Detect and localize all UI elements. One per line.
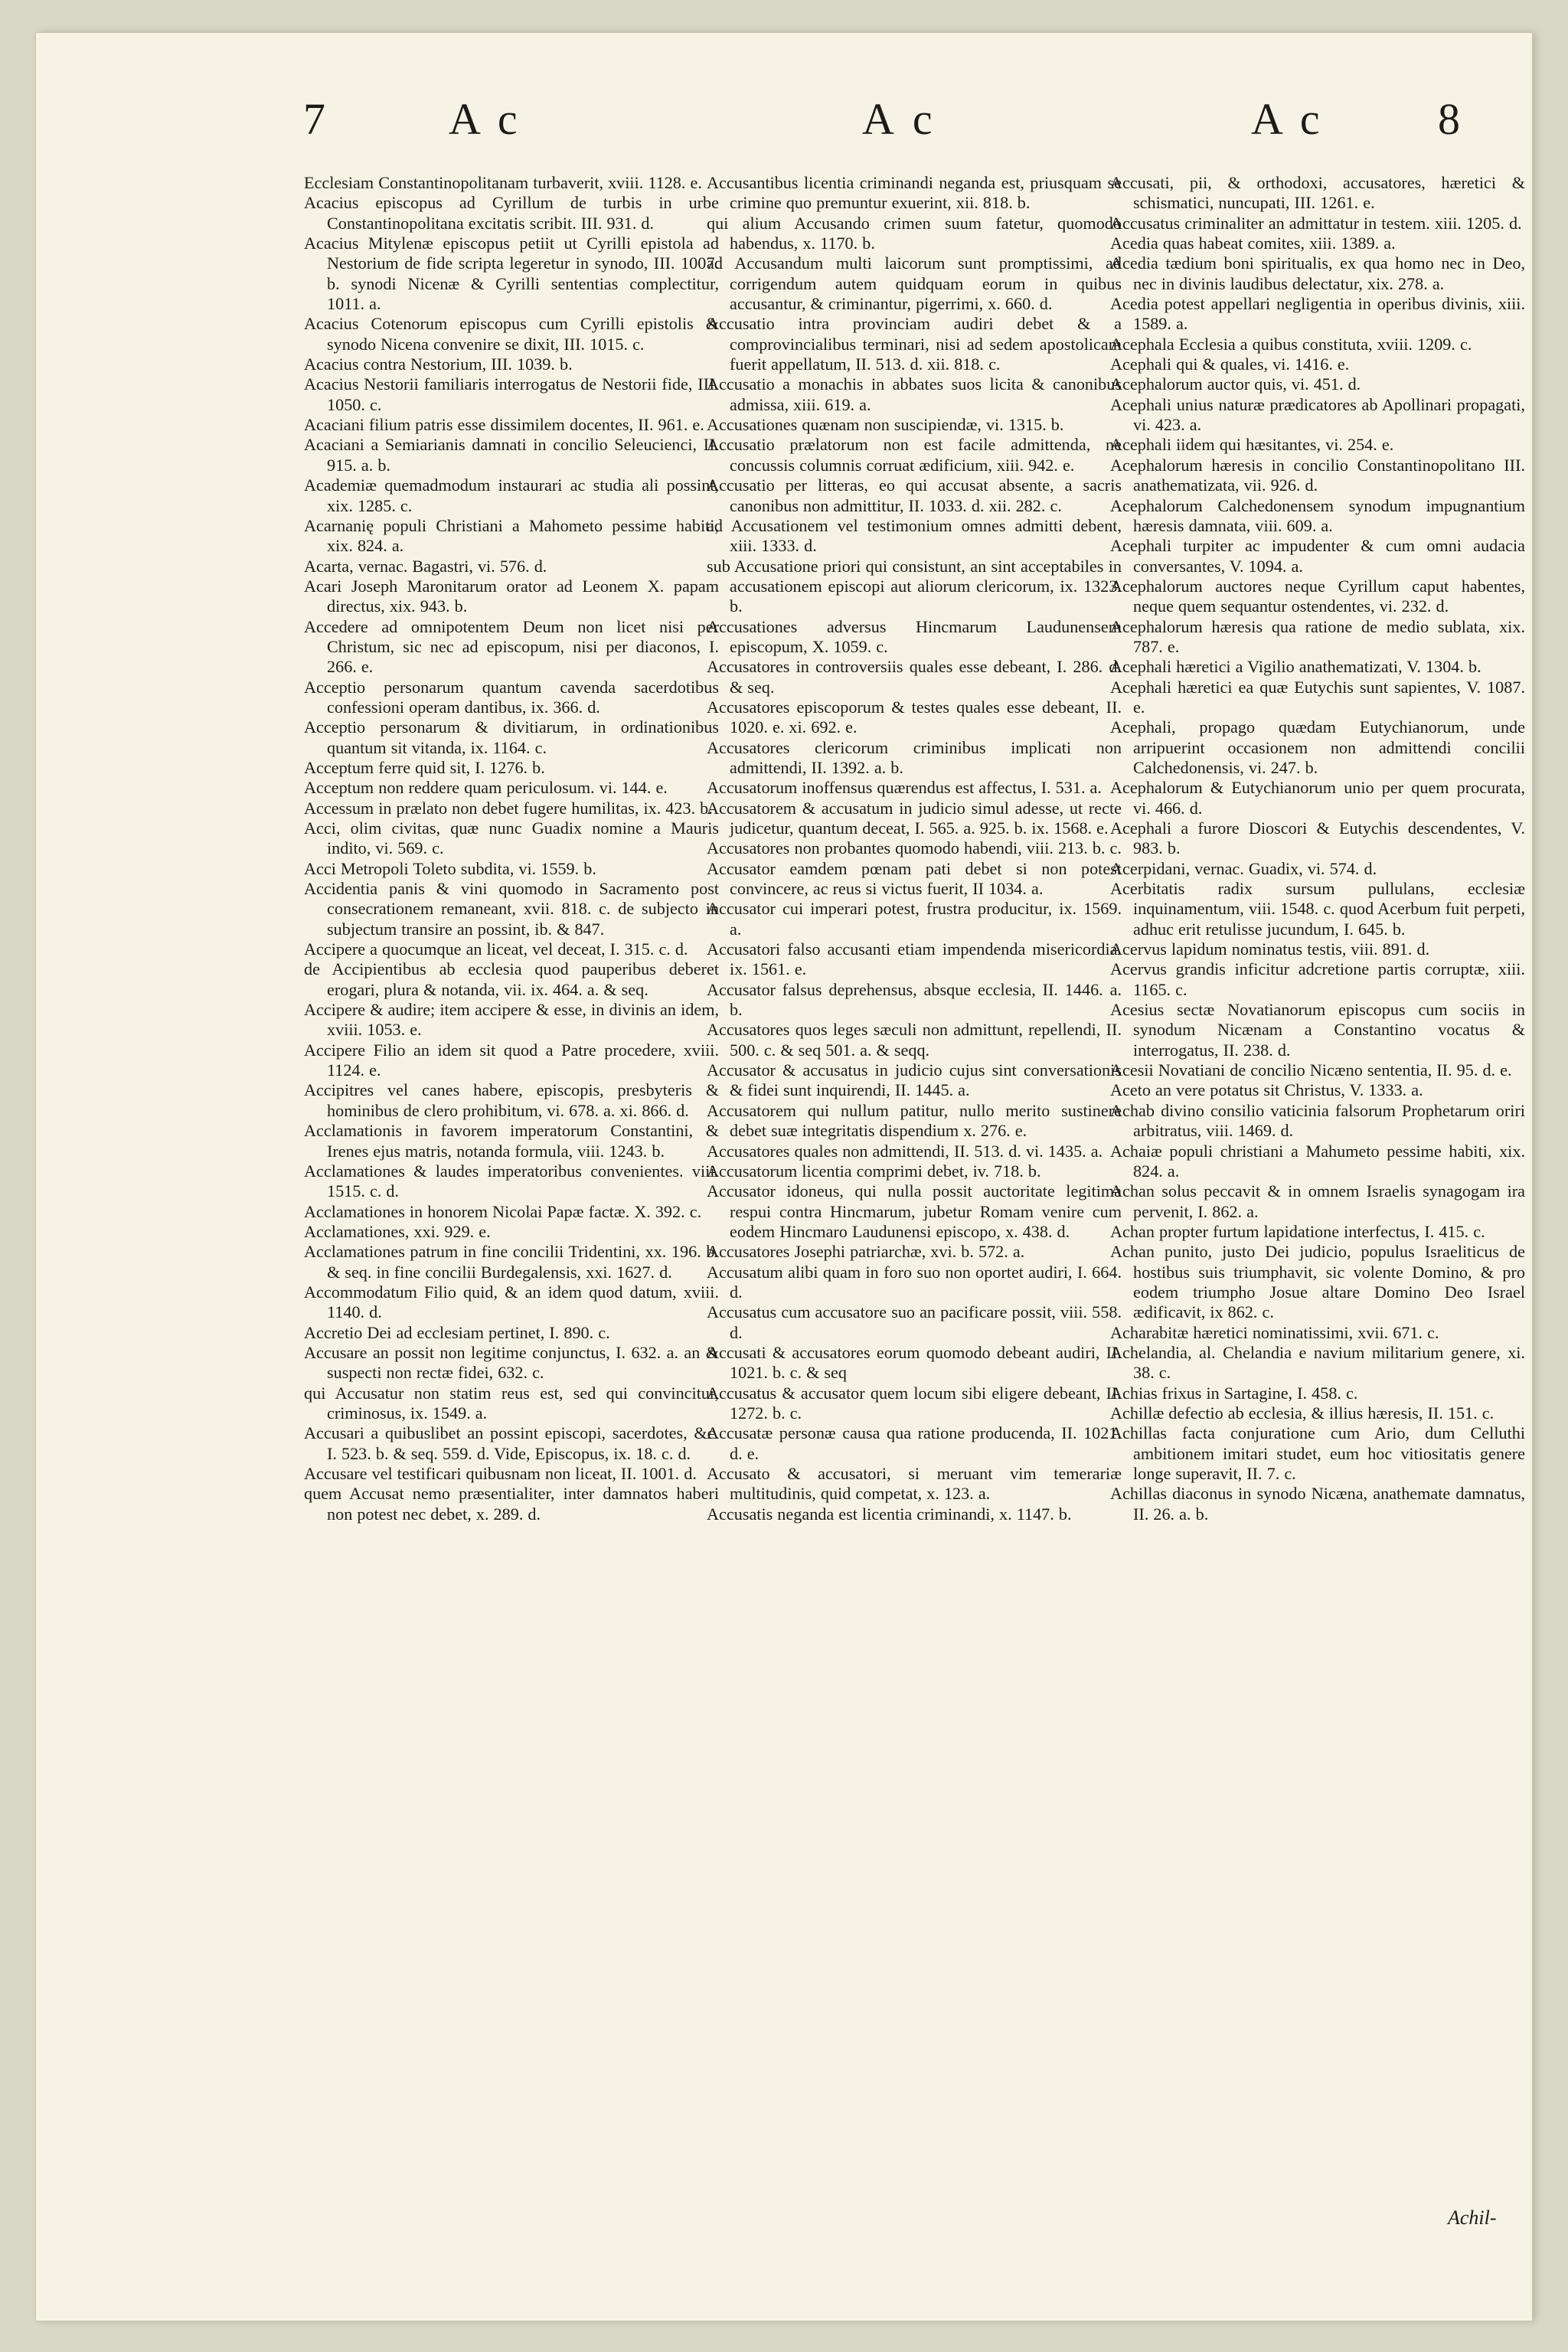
index-entry: Achillæ defectio ab ecclesia, & illius hæresis, II. 151. c. <box>1110 1403 1494 1423</box>
index-entry: Acci, olim civitas, quæ nunc Guadix nomine a Mauris indito, vi. 569. c. <box>304 818 719 858</box>
index-entry: Accusatorem qui nullum patitur, nullo merito sustinere debet suæ integritatis dispendium x. 276. e. <box>707 1100 1122 1141</box>
index-entry: qui Accusatur non statim reus est, sed qui convincitur, criminosus, ix. 1549. a. <box>304 1383 719 1423</box>
index-entry: Acephali hæretici a Vigilio anathematizati, V. 1304. b. <box>1110 657 1481 677</box>
index-entry: Accusator eamdem pœnam pati debet si non potest convincere, ac reus si victus fuerit, II 1034. a. <box>707 858 1122 899</box>
page <box>35 32 1533 2321</box>
index-entry: Acceptio personarum & divitiarum, in ordinationibus quantum sit vitanda, ix. 1164. c. <box>304 717 719 757</box>
index-entry: Achillas facta conjuratione cum Ario, dum Celluthi ambitionem imitari studet, eum hoc vitiositatis genere longe superavit, II. 7. c. <box>1110 1423 1525 1483</box>
index-entry: Acacius Cotenorum episcopus cum Cyrilli epistolis & synodo Nicena convenire se dixit, III. 1015. c. <box>304 314 719 354</box>
index-entry: Accretio Dei ad ecclesiam pertinet, I. 890. c. <box>304 1322 610 1342</box>
index-entry: Aceto an vere potatus sit Christus, V. 1333. a. <box>1110 1080 1423 1100</box>
index-entry: Ecclesiam Constantinopolitanam turbaverit, xviii. 1128. e. <box>304 173 702 192</box>
running-head-middle: Ac <box>862 94 951 144</box>
index-entry: Acceptio personarum quantum cavenda sacerdotibus confessioni operam dantibus, ix. 366. d. <box>304 677 719 717</box>
index-entry: Acceptum ferre quid sit, I. 1276. b. <box>304 757 545 777</box>
index-entry: Accusatorem & accusatum in judicio simul adesse, ut recte judicetur, quantum deceat, I. 565. a. 925. b. ix. 1568. e. <box>707 798 1122 838</box>
index-entry: Accusationes quænam non suscipiendæ, vi. 1315. b. <box>707 415 1064 435</box>
index-entry: Acephali, propago quædam Eutychianorum, unde arripuerint occasionem non admittendi concilii Calchedonensis, vi. 247. b. <box>1110 717 1525 777</box>
index-entry: Accedere ad omnipotentem Deum non licet nisi per Christum, sic nec ad episcopum, nisi per diaconos, I. 266. e. <box>304 616 719 677</box>
index-entry: Acacius Mitylenæ episcopus petiit ut Cyrilli epistola ad Nestorium de fide scripta legeretur in synodo, III. 1007. b. synodi Nicenæ & Cyrilli sententias complectitur, 1011. a. <box>304 234 719 314</box>
index-entry: Accusatorum licentia comprimi debet, iv. 718. b. <box>707 1161 1041 1181</box>
index-entry: Acari Joseph Maronitarum orator ad Leonem X. papam directus, xix. 943. b. <box>304 576 719 616</box>
catchword: Achil- <box>1448 2207 1497 2229</box>
index-entry: Accusatio prælatorum non est facile admittenda, ne concussis columnis corruat ædificium, xiii. 942. e. <box>707 435 1122 475</box>
index-entry: Acclamationis in favorem imperatorum Constantini, & Irenes ejus matris, notanda formula, viii. 1243. b. <box>304 1121 719 1161</box>
index-entry: Achan solus peccavit & in omnem Israelis synagogam ira pervenit, I. 862. a. <box>1110 1181 1525 1221</box>
page-number-right: 8 <box>1438 94 1460 144</box>
index-entry: Acephalorum hæresis in concilio Constantinopolitano III. anathematizata, vii. 926. d. <box>1110 455 1525 495</box>
index-entry: Acci Metropoli Toleto subdita, vi. 1559. b. <box>304 858 596 878</box>
index-entry: Acerbitatis radix sursum pullulans, ecclesiæ inquinamentum, viii. 1548. c. quod Acerbum fuit perpeti, adhuc erit retulisse jucundum, I. 645. b. <box>1110 879 1525 939</box>
index-entry: Acervus grandis inficitur adcretione partis corruptæ, xiii. 1165. c. <box>1110 959 1525 999</box>
index-entry: Accusatæ personæ causa qua ratione producenda, II. 1021. d. e. <box>707 1423 1122 1463</box>
index-entry: Acacius contra Nestorium, III. 1039. b. <box>304 354 573 374</box>
index-entry: Acephali qui & quales, vi. 1416. e. <box>1110 354 1350 374</box>
index-entry: Accusatus & accusator quem locum sibi eligere debeant, II. 1272. b. c. <box>707 1383 1122 1423</box>
index-entry: Achelandia, al. Chelandia e navium militarium genere, xi. 38. c. <box>1110 1342 1525 1383</box>
index-entry: Accusato & accusatori, si meruant vim temerariæ multitudinis, quid competat, x. 123. a. <box>707 1464 1122 1504</box>
index-entry: Acephalorum hæresis qua ratione de medio sublata, xix. 787. e. <box>1110 616 1525 656</box>
index-column-3 <box>1110 173 1525 1524</box>
index-entry: quem Accusat nemo præsentialiter, inter damnatos haberi non potest nec debet, x. 289. d. <box>304 1484 719 1524</box>
index-entry: Acaciani filium patris esse dissimilem docentes, II. 961. e. <box>304 415 704 435</box>
index-entry: Accusator falsus deprehensus, absque ecclesia, II. 1446. a. b. <box>707 979 1122 1020</box>
index-entry: Accusatori falso accusanti etiam impendenda misericordia. ix. 1561. e. <box>707 939 1122 979</box>
index-entry: Acephali a furore Dioscori & Eutychis descendentes, V. 983. b. <box>1110 818 1525 858</box>
index-entry: Accusare vel testificari quibusnam non liceat, II. 1001. d. <box>304 1464 697 1483</box>
running-head-right: Ac <box>1251 94 1337 144</box>
index-entry: Academiæ quemadmodum instaurari ac studia ali possint, xix. 1285. c. <box>304 475 719 515</box>
index-entry: Acephalorum Calchedonensem synodum impugnantium hæresis damnata, viii. 609. a. <box>1110 495 1525 535</box>
index-entry: Accusationes adversus Hincmarum Laudunensem episcopum, X. 1059. c. <box>707 616 1122 656</box>
index-entry: Acesii Novatiani de concilio Nicæno sententia, II. 95. d. e. <box>1110 1060 1512 1080</box>
index-entry: Accusati, pii, & orthodoxi, accusatores, hæretici & schismatici, nuncupati, III. 1261. e. <box>1110 173 1525 213</box>
index-entry: Accusatores non probantes quomodo habendi, viii. 213. b. c. <box>707 838 1122 858</box>
index-entry: ad Accusationem vel testimonium omnes admitti debent, xiii. 1333. d. <box>707 515 1122 556</box>
index-entry: Accusatio intra provinciam audiri debet & a comprovincialibus terminari, nisi ad sedem apostolicam fuerit appellatum, II. 513. d. xii. 818. c. <box>707 314 1122 374</box>
index-entry: Accusatus cum accusatore suo an pacificare possit, viii. 558. d. <box>707 1302 1122 1342</box>
index-entry: Acedia quas habeat comites, xiii. 1389. a. <box>1110 234 1396 253</box>
index-entry: Acephalorum auctores neque Cyrillum caput habentes, neque quem sequantur ostendentes, vi. 232. d. <box>1110 576 1525 616</box>
index-entry: Acarta, vernac. Bagastri, vi. 576. d. <box>304 556 547 576</box>
index-entry: Acervus lapidum nominatus testis, viii. 891. d. <box>1110 939 1430 959</box>
index-entry: Accusantibus licentia criminandi neganda est, priusquam se crimine quo premuntur exuerint, xii. 818. b. <box>707 173 1122 213</box>
index-entry: Acedia potest appellari negligentia in operibus divinis, xiii. 1589. a. <box>1110 294 1525 334</box>
index-entry: Acacius episcopus ad Cyrillum de turbis in urbe Constantinopolitana excitatis scribit. III. 931. d. <box>304 193 719 233</box>
index-entry: Acephali iidem qui hæsitantes, vi. 254. e. <box>1110 435 1394 455</box>
index-entry: Acarnanię populi Christiani a Mahometo pessime habiti, xix. 824. a. <box>304 515 719 556</box>
index-entry: Acclamationes & laudes imperatoribus convenientes. viii. 1515. c. d. <box>304 1161 719 1201</box>
running-header <box>35 89 1533 150</box>
index-entry: sub Accusatione priori qui consistunt, an sint acceptabiles in accusationem episcopi aut aliorum clericorum, ix. 1323. b. <box>707 556 1122 616</box>
index-entry: Accipere Filio an idem sit quod a Patre procedere, xviii. 1124. e. <box>304 1040 719 1080</box>
index-entry: Acerpidani, vernac. Guadix, vi. 574. d. <box>1110 858 1377 878</box>
index-entry: Accusatores in controversiis quales esse debeant, I. 286. d. & seq. <box>707 657 1122 697</box>
index-entry: Acephali turpiter ac impudenter & cum omni audacia conversantes, V. 1094. a. <box>1110 536 1525 576</box>
index-entry: Acephali unius naturæ prædicatores ab Apollinari propagati, vi. 423. a. <box>1110 394 1525 435</box>
index-entry: Achaiæ populi christiani a Mahumeto pessime habiti, xix. 824. a. <box>1110 1141 1525 1181</box>
index-entry: Acclamationes patrum in fine concilii Tridentini, xx. 196. b. & seq. in fine concilii Burdegalensis, xxi. 1627. d. <box>304 1242 719 1282</box>
index-entry: Acclamationes, xxi. 929. e. <box>304 1221 491 1241</box>
index-entry: Acephala Ecclesia a quibus constituta, xviii. 1209. c. <box>1110 334 1472 354</box>
index-column-1 <box>304 173 719 1524</box>
index-entry: Achab divino consilio vaticinia falsorum Prophetarum oriri arbitratus, viii. 1469. d. <box>1110 1100 1525 1141</box>
index-entry: Achias frixus in Sartagine, I. 458. c. <box>1110 1383 1358 1403</box>
index-entry: Accusatorum inoffensus quærendus est affectus, I. 531. a. <box>707 778 1102 798</box>
index-entry: Accusatio a monachis in abbates suos licita & canonibus admissa, xiii. 619. a. <box>707 374 1122 414</box>
index-entry: Accusati & accusatores eorum quomodo debeant audiri, II. 1021. b. c. & seq <box>707 1342 1122 1383</box>
index-entry: Accipere & audire; item accipere & esse, in divinis an idem, xviii. 1053. e. <box>304 1000 719 1040</box>
index-entry: Acephali hæretici ea quæ Eutychis sunt sapientes, V. 1087. e. <box>1110 677 1525 717</box>
index-entry: de Accipientibus ab ecclesia quod pauperibus deberet erogari, plura & notanda, vii. ix. 464. a. & seq. <box>304 959 719 999</box>
index-entry: Accusator & accusatus in judicio cujus sint conversationis & fidei sunt inquirendi, II. 1445. a. <box>707 1060 1122 1100</box>
index-entry: Accusatum alibi quam in foro suo non oportet audiri, I. 664. d. <box>707 1262 1122 1302</box>
index-entry: Accipitres vel canes habere, episcopis, presbyteris & hominibus de clero prohibitum, vi. 678. a. xi. 866. d. <box>304 1080 719 1120</box>
index-entry: Accusatis neganda est licentia criminandi, x. 1147. b. <box>707 1504 1072 1524</box>
index-entry: Accessum in prælato non debet fugere humilitas, ix. 423. b. <box>304 798 713 818</box>
index-entry: Accusatores Josephi patriarchæ, xvi. b. 572. a. <box>707 1242 1025 1262</box>
index-entry: Acephalorum auctor quis, vi. 451. d. <box>1110 374 1361 394</box>
index-entry: Achillas diaconus in synodo Nicæna, anathemate damnatus, II. 26. a. b. <box>1110 1484 1525 1524</box>
index-entry: Acacius Nestorii familiaris interrogatus de Nestorii fide, III. 1050. c. <box>304 374 719 414</box>
index-entry: Accusatores episcoporum & testes quales esse debeant, II. 1020. e. xi. 692. e. <box>707 697 1122 737</box>
index-entry: Accusator cui imperari potest, frustra producitur, ix. 1569. a. <box>707 899 1122 939</box>
running-head-left: Ac <box>449 94 534 144</box>
index-entry: Acaciani a Semiarianis damnati in concilio Seleucienci, II. 915. a. b. <box>304 435 719 475</box>
index-entry: ad Accusandum multi laicorum sunt promptissimi, ad corrigendum autem quidquam eorum in quibus accusantur, & criminantur, pigerrimi, x. 660. d. <box>707 253 1122 314</box>
index-entry: Accusatores quos leges sæculi non admittunt, repellendi, II. 500. c. & seq 501. a. & seqq. <box>707 1020 1122 1060</box>
index-entry: Accusari a quibuslibet an possint episcopi, sacerdotes, &c. I. 523. b. & seq. 559. d. Vide, Episcopus, ix. 18. c. d. <box>304 1423 719 1463</box>
index-entry: Acedia tædium boni spiritualis, ex qua homo nec in Deo, nec in divinis laudibus delectatur, xix. 278. a. <box>1110 253 1525 293</box>
index-column-2 <box>707 173 1122 1524</box>
index-entry: qui alium Accusando crimen suum fatetur, quomodo habendus, x. 1170. b. <box>707 213 1122 253</box>
index-entry: Accusatores clericorum criminibus implicati non admittendi, II. 1392. a. b. <box>707 737 1122 777</box>
index-entry: Accipere a quocumque an liceat, vel deceat, I. 315. c. d. <box>304 939 688 959</box>
index-entry: Accusator idoneus, qui nulla possit auctoritate legitima respui contra Hincmarum, jubetur Romam venire cum eodem Hincmaro Laudunensi episcopo, x. 438. d. <box>707 1181 1122 1241</box>
index-entry: Accidentia panis & vini quomodo in Sacramento post consecrationem remaneant, xvii. 818. c. de subjecto in subjectum transire an possint, ib. & 847. <box>304 879 719 939</box>
index-entry: Acharabitæ hæretici nominatissimi, xvii. 671. c. <box>1110 1322 1439 1342</box>
index-entry: Accusatio per litteras, eo qui accusat absente, a sacris canonibus non admittitur, II. 1033. d. xii. 282. c. <box>707 475 1122 515</box>
index-entry: Acesius sectæ Novatianorum episcopus cum sociis in synodum Nicænam a Constantino vocatus & interrogatus, II. 238. d. <box>1110 1000 1525 1060</box>
index-entry: Accusare an possit non legitime conjunctus, I. 632. a. an & suspecti non rectæ fidei, 632. c. <box>304 1342 719 1383</box>
index-entry: Acclamationes in honorem Nicolai Papæ factæ. X. 392. c. <box>304 1201 702 1221</box>
index-entry: Accusatus criminaliter an admittatur in testem. xiii. 1205. d. <box>1110 213 1522 233</box>
index-entry: Accusatores quales non admittendi, II. 513. d. vi. 1435. a. <box>707 1141 1103 1161</box>
index-entry: Achan propter furtum lapidatione interfectus, I. 415. c. <box>1110 1221 1485 1241</box>
page-number-left: 7 <box>303 94 325 144</box>
index-entry: Acephalorum & Eutychianorum unio per quem procurata, vi. 466. d. <box>1110 778 1525 818</box>
index-entry: Achan punito, justo Dei judicio, populus Israeliticus de hostibus suis triumphavit, sic volente Domino, & pro eodem triumpho Josue altare Domino Deo Israel ædificavit, ix 862. c. <box>1110 1242 1525 1322</box>
index-entry: Acceptum non reddere quam periculosum. vi. 144. e. <box>304 778 668 798</box>
index-entry: Accommodatum Filio quid, & an idem quod datum, xviii. 1140. d. <box>304 1282 719 1322</box>
